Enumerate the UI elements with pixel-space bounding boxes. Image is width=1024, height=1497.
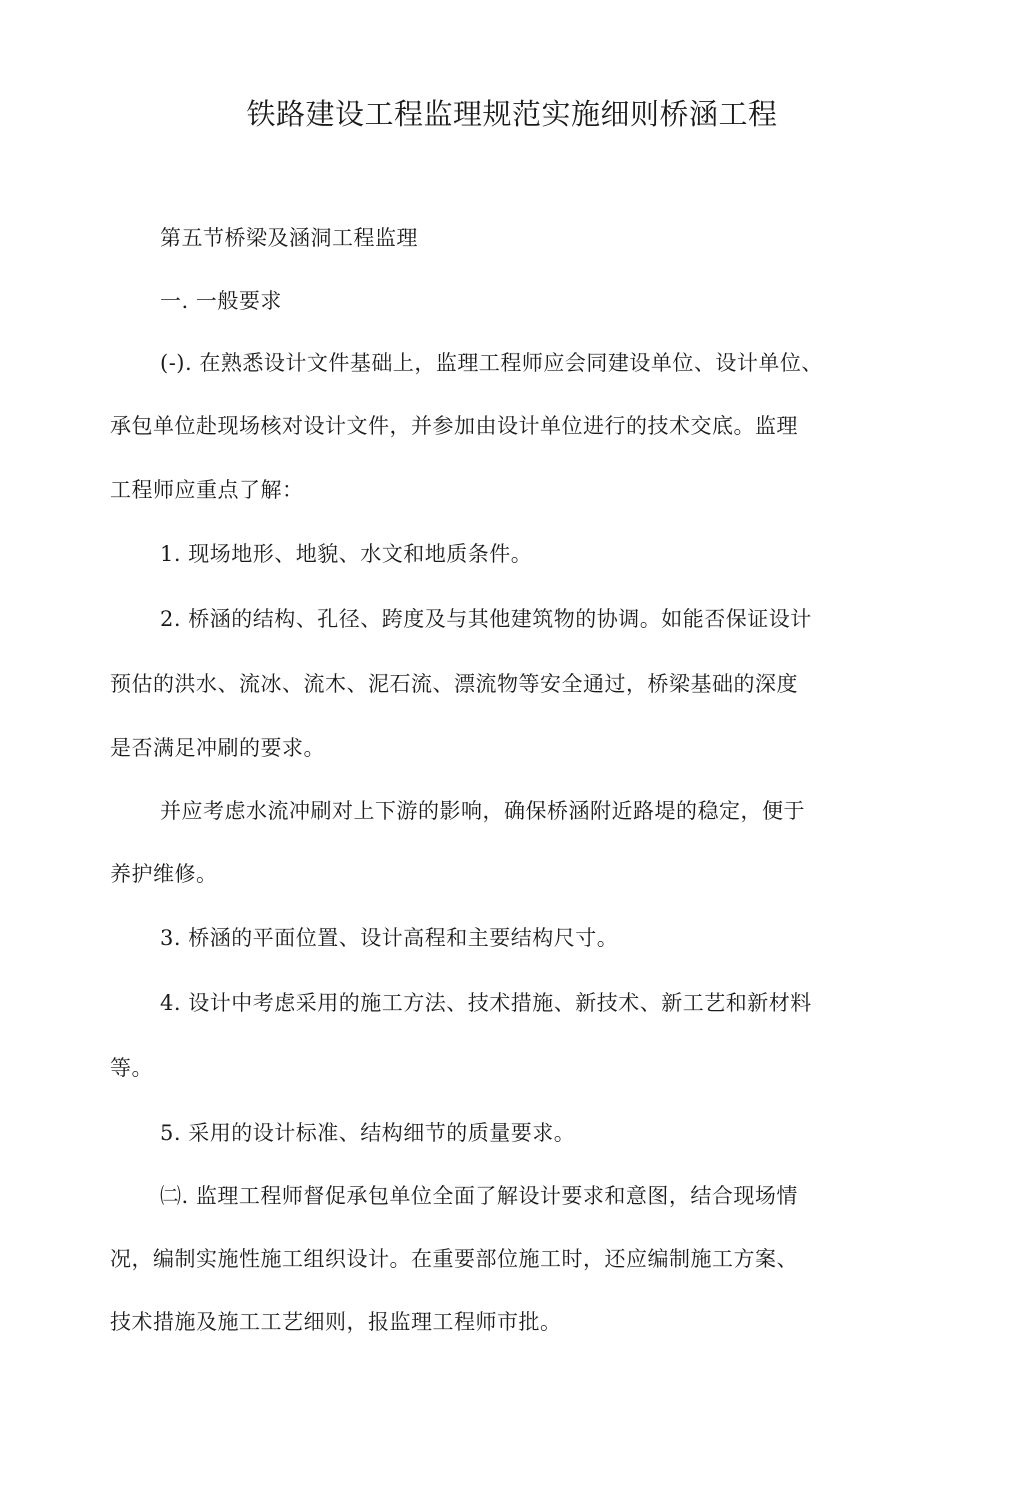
paragraph-line: ㈡. 监理工程师督促承包单位全面了解设计要求和意图，结合现场情 [160, 1184, 798, 1208]
subsection-heading: 一. 一般要求 [160, 289, 282, 313]
list-item: 3. 桥涵的平面位置、设计高程和主要结构尺寸。 [160, 926, 619, 950]
list-item: 4. 设计中考虑采用的施工方法、技术措施、新技术、新工艺和新材料 [160, 991, 812, 1015]
section-heading: 第五节桥梁及涵洞工程监理 [160, 226, 418, 250]
paragraph-line: 等。 [110, 1056, 153, 1080]
paragraph-line: 是否满足冲刷的要求。 [110, 736, 325, 760]
paragraph-line: 况，编制实施性施工组织设计。在重要部位施工时，还应编制施工方案、 [110, 1247, 798, 1271]
paragraph-line: 预估的洪水、流冰、流木、泥石流、漂流物等安全通过，桥梁基础的深度 [110, 672, 798, 696]
paragraph-line: 技术措施及施工工艺细则，报监理工程师市批。 [110, 1310, 562, 1334]
paragraph-line: 工程师应重点了解： [110, 478, 304, 502]
paragraph-line: 承包单位赴现场核对设计文件，并参加由设计单位进行的技术交底。监理 [110, 414, 798, 438]
list-item: 1. 现场地形、地貌、水文和地质条件。 [160, 542, 533, 566]
document-title: 铁路建设工程监理规范实施细则桥涵工程 [246, 97, 778, 131]
paragraph-line: 并应考虑水流冲刷对上下游的影响，确保桥涵附近路堤的稳定，便于 [160, 799, 805, 823]
paragraph-line: (-). 在熟悉设计文件基础上，监理工程师应会同建设单位、设计单位、 [160, 351, 823, 375]
paragraph-line: 养护维修。 [110, 862, 218, 886]
list-item: 5. 采用的设计标准、结构细节的质量要求。 [160, 1121, 576, 1145]
list-item: 2. 桥涵的结构、孔径、跨度及与其他建筑物的协调。如能否保证设计 [160, 607, 812, 631]
